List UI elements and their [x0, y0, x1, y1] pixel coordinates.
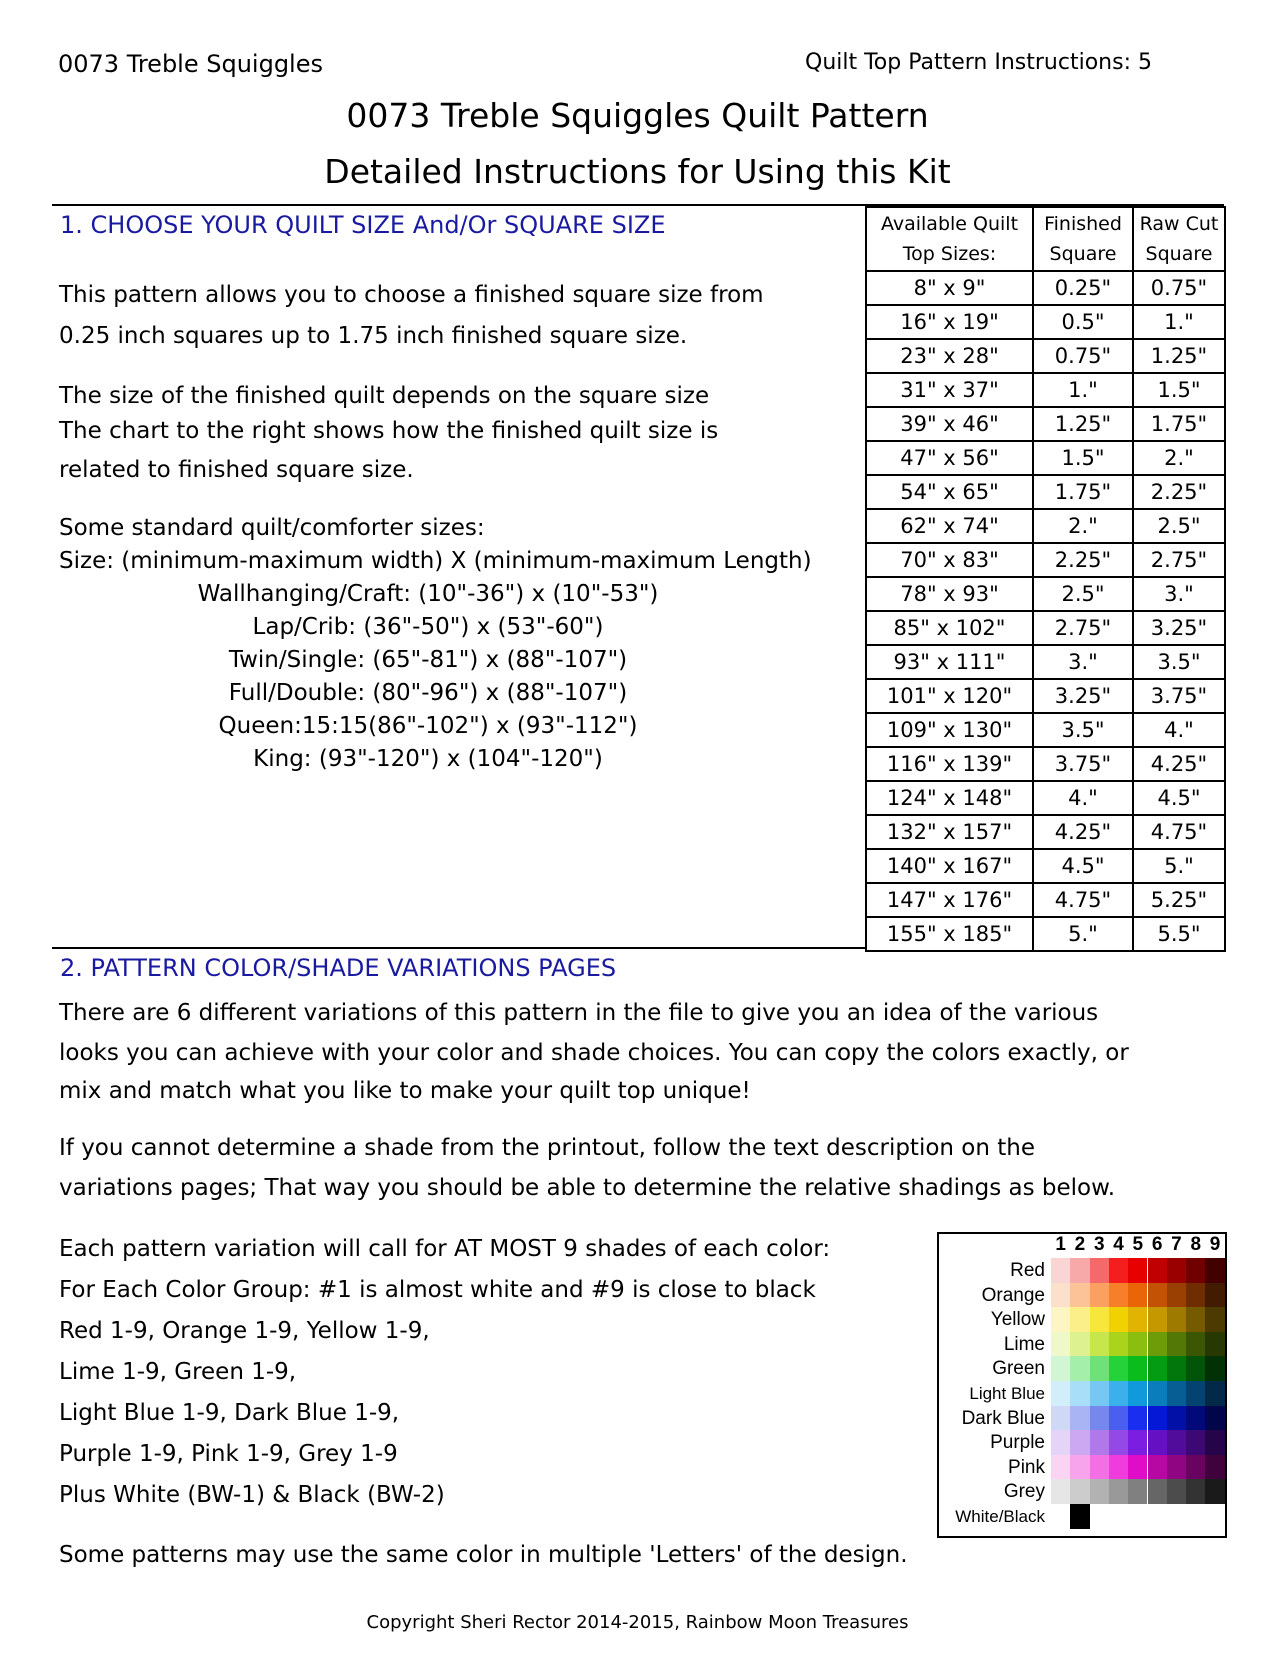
finished-square-cell: 0.5" [1033, 305, 1133, 339]
text-line: This pattern allows you to choose a finished square size from [59, 282, 764, 308]
raw-cut-square-cell: 2.5" [1133, 509, 1225, 543]
raw-cut-square-cell: 4.5" [1133, 781, 1225, 815]
color-swatch [1070, 1258, 1089, 1283]
finished-square-cell: 2.25" [1033, 543, 1133, 577]
color-swatch [1090, 1258, 1109, 1283]
color-swatch [1128, 1406, 1147, 1431]
color-swatch [1051, 1307, 1070, 1332]
color-swatch [1051, 1406, 1070, 1431]
raw-cut-square-cell: 3.5" [1133, 645, 1225, 679]
standard-size-item: Twin/Single: (65"-81") x (88"-107") [228, 647, 628, 673]
table-row [866, 339, 1225, 373]
text-line: Some standard quilt/comforter sizes: [59, 515, 485, 541]
color-swatch [1148, 1479, 1167, 1504]
section1-heading: 1. CHOOSE YOUR QUILT SIZE And/Or SQUARE SIZE [60, 211, 666, 239]
table-row [866, 747, 1225, 781]
shade-number: 9 [1209, 1234, 1221, 1255]
text-line: related to finished square size. [59, 457, 414, 483]
header-line: Finished [1044, 213, 1122, 235]
standard-size-item: King: (93"-120") x (104"-120") [253, 746, 603, 772]
color-swatch [1070, 1504, 1089, 1529]
color-swatch [1186, 1406, 1205, 1431]
size-cell: 101" x 120" [866, 679, 1033, 713]
shade-number: 6 [1151, 1234, 1163, 1255]
color-row-label: Purple [990, 1432, 1045, 1454]
color-swatch [1128, 1455, 1147, 1480]
color-swatch [1148, 1283, 1167, 1308]
color-row [939, 1381, 1225, 1406]
color-row [939, 1406, 1225, 1431]
text-line: Lime 1-9, Green 1-9, [59, 1359, 297, 1385]
raw-cut-square-cell: 5.5" [1133, 917, 1225, 951]
finished-square-cell: 3.75" [1033, 747, 1133, 781]
finished-square-cell: 4.5" [1033, 849, 1133, 883]
color-swatch [1148, 1406, 1167, 1431]
text-line: looks you can achieve with your color and shade choices. You can copy the colors exactly, or [59, 1040, 1129, 1066]
standard-size-item: Queen:15:15(86"-102") x (93"-112") [218, 713, 638, 739]
color-swatch [1109, 1406, 1128, 1431]
size-cell: 155" x 185" [866, 917, 1033, 951]
section2-paragraph1 [59, 992, 1129, 1110]
color-row-label: Orange [981, 1284, 1045, 1306]
text-line: 0.25 inch squares up to 1.75 inch finished square size. [59, 323, 688, 349]
color-swatch [1148, 1258, 1167, 1283]
size-cell: 62" x 74" [866, 509, 1033, 543]
size-cell: 54" x 65" [866, 475, 1033, 509]
color-swatch [1167, 1283, 1186, 1308]
color-swatch [1186, 1479, 1205, 1504]
color-row [939, 1430, 1225, 1455]
color-swatch [1205, 1430, 1224, 1455]
color-swatch [1109, 1332, 1128, 1357]
color-swatch [1051, 1381, 1070, 1406]
text-line: Purple 1-9, Pink 1-9, Grey 1-9 [59, 1441, 398, 1467]
color-swatch [1109, 1258, 1128, 1283]
text-line: The chart to the right shows how the finished quilt size is [59, 418, 719, 444]
section2-paragraph3 [59, 1229, 830, 1516]
table-row [866, 815, 1225, 849]
section2-paragraph4: Some patterns may use the same color in multiple 'Letters' of the design. [59, 1542, 908, 1568]
text-line: Plus White (BW-1) & Black (BW-2) [59, 1482, 445, 1508]
color-row-label: Yellow [990, 1309, 1045, 1331]
color-swatch [1186, 1455, 1205, 1480]
color-swatch [1167, 1356, 1186, 1381]
shade-number: 5 [1132, 1234, 1144, 1255]
header-left: 0073 Treble Squiggles [58, 50, 323, 78]
color-swatch [1186, 1283, 1205, 1308]
finished-square-cell: 5." [1033, 917, 1133, 951]
size-cell: 8" x 9" [866, 271, 1033, 305]
copyright-text: Copyright Sheri Rector 2014-2015, Rainbow Moon Treasures [366, 1612, 909, 1633]
shade-numbers [1051, 1234, 1225, 1256]
size-cell: 109" x 130" [866, 713, 1033, 747]
finished-square-cell: 2.5" [1033, 577, 1133, 611]
finished-square-cell: 2." [1033, 509, 1133, 543]
color-row [939, 1455, 1225, 1480]
color-swatch [1128, 1479, 1147, 1504]
finished-square-cell: 3." [1033, 645, 1133, 679]
color-swatch [1109, 1307, 1128, 1332]
table-row [866, 441, 1225, 475]
color-row-label: Light Blue [969, 1384, 1045, 1403]
color-swatch [1148, 1307, 1167, 1332]
section1-paragraph3 [59, 512, 812, 578]
color-swatch [1167, 1307, 1186, 1332]
color-row-label: Pink [1008, 1456, 1045, 1478]
table-row [866, 305, 1225, 339]
color-swatch [1205, 1479, 1224, 1504]
standard-size-item: Lap/Crib: (36"-50") x (53"-60") [252, 614, 604, 640]
finished-square-cell: 4.25" [1033, 815, 1133, 849]
table-row [866, 917, 1225, 951]
color-swatch [1148, 1455, 1167, 1480]
color-swatch [1090, 1381, 1109, 1406]
table-header-rawcut [1133, 207, 1225, 271]
color-swatch [1090, 1356, 1109, 1381]
color-swatch [1167, 1406, 1186, 1431]
color-shade-chart [937, 1232, 1227, 1538]
shade-number: 1 [1055, 1234, 1066, 1255]
color-swatch [1167, 1332, 1186, 1357]
color-row [939, 1307, 1225, 1332]
color-swatch [1186, 1332, 1205, 1357]
finished-square-cell: 4." [1033, 781, 1133, 815]
table-row [866, 475, 1225, 509]
finished-square-cell: 1.5" [1033, 441, 1133, 475]
color-swatch [1070, 1381, 1089, 1406]
color-swatch [1205, 1283, 1224, 1308]
section1-paragraph1 [59, 275, 764, 357]
raw-cut-square-cell: 1." [1133, 305, 1225, 339]
color-swatch [1128, 1430, 1147, 1455]
raw-cut-square-cell: 1.5" [1133, 373, 1225, 407]
text-line: Each pattern variation will call for AT MOST 9 shades of each color: [59, 1236, 831, 1262]
color-swatch [1167, 1258, 1186, 1283]
divider-middle [52, 947, 866, 949]
size-cell: 116" x 139" [866, 747, 1033, 781]
header-line: Top Sizes: [902, 243, 997, 265]
color-row-label: Lime [1003, 1333, 1045, 1355]
size-cell: 124" x 148" [866, 781, 1033, 815]
color-swatch [1109, 1283, 1128, 1308]
table-row [866, 679, 1225, 713]
color-swatch [1186, 1307, 1205, 1332]
raw-cut-square-cell: 4." [1133, 713, 1225, 747]
finished-square-cell: 0.25" [1033, 271, 1133, 305]
color-swatch [1070, 1455, 1089, 1480]
color-swatch [1205, 1381, 1224, 1406]
color-swatch [1186, 1356, 1205, 1381]
color-swatch [1186, 1381, 1205, 1406]
color-swatch [1090, 1406, 1109, 1431]
finished-square-cell: 1.75" [1033, 475, 1133, 509]
color-swatch [1051, 1430, 1070, 1455]
color-swatch [1109, 1479, 1128, 1504]
color-swatch [1148, 1332, 1167, 1357]
color-swatch [1128, 1283, 1147, 1308]
section2-heading: 2. PATTERN COLOR/SHADE VARIATIONS PAGES [60, 954, 617, 982]
color-swatch [1051, 1455, 1070, 1480]
size-cell: 140" x 167" [866, 849, 1033, 883]
header-line: Square [1145, 243, 1213, 265]
table-row [866, 713, 1225, 747]
shade-number: 4 [1113, 1234, 1124, 1255]
standard-size-item: Full/Double: (80"-96") x (88"-107") [228, 680, 628, 706]
color-swatch [1090, 1332, 1109, 1357]
color-row [939, 1332, 1225, 1357]
table-header-finished [1033, 207, 1133, 271]
table-row [866, 849, 1225, 883]
text-line: Size: (minimum-maximum width) X (minimum-maximum Length) [59, 548, 812, 574]
page-subtitle: Detailed Instructions for Using this Kit [324, 152, 951, 191]
color-row-label: Grey [1003, 1481, 1045, 1503]
color-swatch [1167, 1381, 1186, 1406]
size-cell: 147" x 176" [866, 883, 1033, 917]
table-row [866, 509, 1225, 543]
shade-number: 8 [1190, 1234, 1202, 1255]
color-row [939, 1479, 1225, 1504]
size-cell: 47" x 56" [866, 441, 1033, 475]
color-swatch [1051, 1283, 1070, 1308]
page-title: 0073 Treble Squiggles Quilt Pattern [346, 96, 929, 135]
size-cell: 31" x 37" [866, 373, 1033, 407]
finished-square-cell: 4.75" [1033, 883, 1133, 917]
text-line: mix and match what you like to make your quilt top unique! [59, 1078, 751, 1104]
color-swatch [1128, 1307, 1147, 1332]
color-swatch [1051, 1258, 1070, 1283]
color-swatch [1070, 1283, 1089, 1308]
color-swatch [1148, 1430, 1167, 1455]
raw-cut-square-cell: 3.75" [1133, 679, 1225, 713]
text-line: The size of the finished quilt depends on the square size [59, 383, 710, 409]
color-swatch [1109, 1356, 1128, 1381]
color-swatch [1070, 1430, 1089, 1455]
table-row [866, 271, 1225, 305]
color-row [939, 1356, 1225, 1381]
standard-sizes-list [58, 578, 798, 776]
table-row [866, 781, 1225, 815]
color-swatch [1051, 1356, 1070, 1381]
size-cell: 132" x 157" [866, 815, 1033, 849]
color-row-label: Green [992, 1358, 1045, 1380]
color-swatch [1128, 1356, 1147, 1381]
finished-square-cell: 3.5" [1033, 713, 1133, 747]
color-swatch [1205, 1332, 1224, 1357]
color-swatch [1051, 1332, 1070, 1357]
raw-cut-square-cell: 2.25" [1133, 475, 1225, 509]
color-swatch [1051, 1504, 1070, 1529]
color-swatch [1109, 1430, 1128, 1455]
color-swatch [1205, 1258, 1224, 1283]
table-header-sizes [866, 207, 1033, 271]
color-swatch [1090, 1479, 1109, 1504]
color-swatch [1109, 1381, 1128, 1406]
size-cell: 70" x 83" [866, 543, 1033, 577]
size-cell: 23" x 28" [866, 339, 1033, 373]
raw-cut-square-cell: 5.25" [1133, 883, 1225, 917]
table-row [866, 645, 1225, 679]
color-swatch [1148, 1356, 1167, 1381]
raw-cut-square-cell: 3." [1133, 577, 1225, 611]
size-cell: 78" x 93" [866, 577, 1033, 611]
standard-size-item: Wallhanging/Craft: (10"-36") x (10"-53") [197, 581, 659, 607]
size-cell: 16" x 19" [866, 305, 1033, 339]
raw-cut-square-cell: 1.25" [1133, 339, 1225, 373]
color-row [939, 1258, 1225, 1283]
finished-square-cell: 0.75" [1033, 339, 1133, 373]
raw-cut-square-cell: 0.75" [1133, 271, 1225, 305]
color-swatch [1090, 1283, 1109, 1308]
raw-cut-square-cell: 1.75" [1133, 407, 1225, 441]
color-swatch [1128, 1258, 1147, 1283]
color-swatch [1167, 1430, 1186, 1455]
raw-cut-square-cell: 2." [1133, 441, 1225, 475]
finished-square-cell: 1." [1033, 373, 1133, 407]
color-swatch [1186, 1258, 1205, 1283]
color-row [939, 1283, 1225, 1308]
color-swatch [1070, 1356, 1089, 1381]
color-swatch [1186, 1430, 1205, 1455]
color-swatch [1128, 1332, 1147, 1357]
table-row [866, 883, 1225, 917]
raw-cut-square-cell: 5." [1133, 849, 1225, 883]
raw-cut-square-cell: 3.25" [1133, 611, 1225, 645]
color-swatch [1090, 1307, 1109, 1332]
finished-square-cell: 3.25" [1033, 679, 1133, 713]
color-swatch [1109, 1455, 1128, 1480]
table-row [866, 407, 1225, 441]
color-swatch [1070, 1406, 1089, 1431]
quilt-size-table [865, 206, 1226, 952]
color-swatch [1090, 1455, 1109, 1480]
color-swatch [1148, 1381, 1167, 1406]
header-line: Raw Cut [1139, 213, 1219, 235]
text-line: Light Blue 1-9, Dark Blue 1-9, [59, 1400, 400, 1426]
text-line: Red 1-9, Orange 1-9, Yellow 1-9, [59, 1318, 430, 1344]
color-swatch [1051, 1479, 1070, 1504]
finished-square-cell: 1.25" [1033, 407, 1133, 441]
header-line: Square [1049, 243, 1117, 265]
color-swatch [1205, 1356, 1224, 1381]
color-swatch [1070, 1479, 1089, 1504]
color-swatch [1205, 1406, 1224, 1431]
color-row [939, 1504, 1225, 1529]
shade-number: 7 [1171, 1234, 1182, 1255]
color-row-label: White/Black [955, 1507, 1045, 1526]
color-swatch [1090, 1430, 1109, 1455]
text-line: variations pages; That way you should be able to determine the relative shadings as below. [59, 1175, 1116, 1201]
table-row [866, 611, 1225, 645]
text-line: For Each Color Group: #1 is almost white and #9 is close to black [59, 1277, 816, 1303]
shade-number: 2 [1074, 1234, 1086, 1255]
text-line: There are 6 different variations of this pattern in the file to give you an idea of the various [59, 1000, 1099, 1026]
raw-cut-square-cell: 4.75" [1133, 815, 1225, 849]
section1-paragraph2 [59, 380, 718, 491]
color-swatch [1070, 1307, 1089, 1332]
raw-cut-square-cell: 2.75" [1133, 543, 1225, 577]
raw-cut-square-cell: 4.25" [1133, 747, 1225, 781]
color-swatch [1205, 1307, 1224, 1332]
table-row [866, 543, 1225, 577]
color-row-label: Red [1010, 1260, 1045, 1281]
finished-square-cell: 2.75" [1033, 611, 1133, 645]
size-cell: 85" x 102" [866, 611, 1033, 645]
header-right: Quilt Top Pattern Instructions: 5 [805, 50, 1152, 75]
color-swatch [1128, 1381, 1147, 1406]
table-row [866, 373, 1225, 407]
color-swatch [1070, 1332, 1089, 1357]
table-header-row [866, 207, 1225, 271]
text-line: If you cannot determine a shade from the printout, follow the text description on the [59, 1135, 1036, 1161]
size-cell: 39" x 46" [866, 407, 1033, 441]
color-swatch [1167, 1479, 1186, 1504]
size-cell: 93" x 111" [866, 645, 1033, 679]
table-row [866, 577, 1225, 611]
shade-number: 3 [1093, 1234, 1105, 1255]
color-swatch [1205, 1455, 1224, 1480]
header-line: Available Quilt [880, 213, 1019, 235]
section2-paragraph2 [59, 1128, 1115, 1208]
color-swatch [1167, 1455, 1186, 1480]
table-body [866, 271, 1225, 951]
color-row-label: Dark Blue [961, 1407, 1045, 1429]
